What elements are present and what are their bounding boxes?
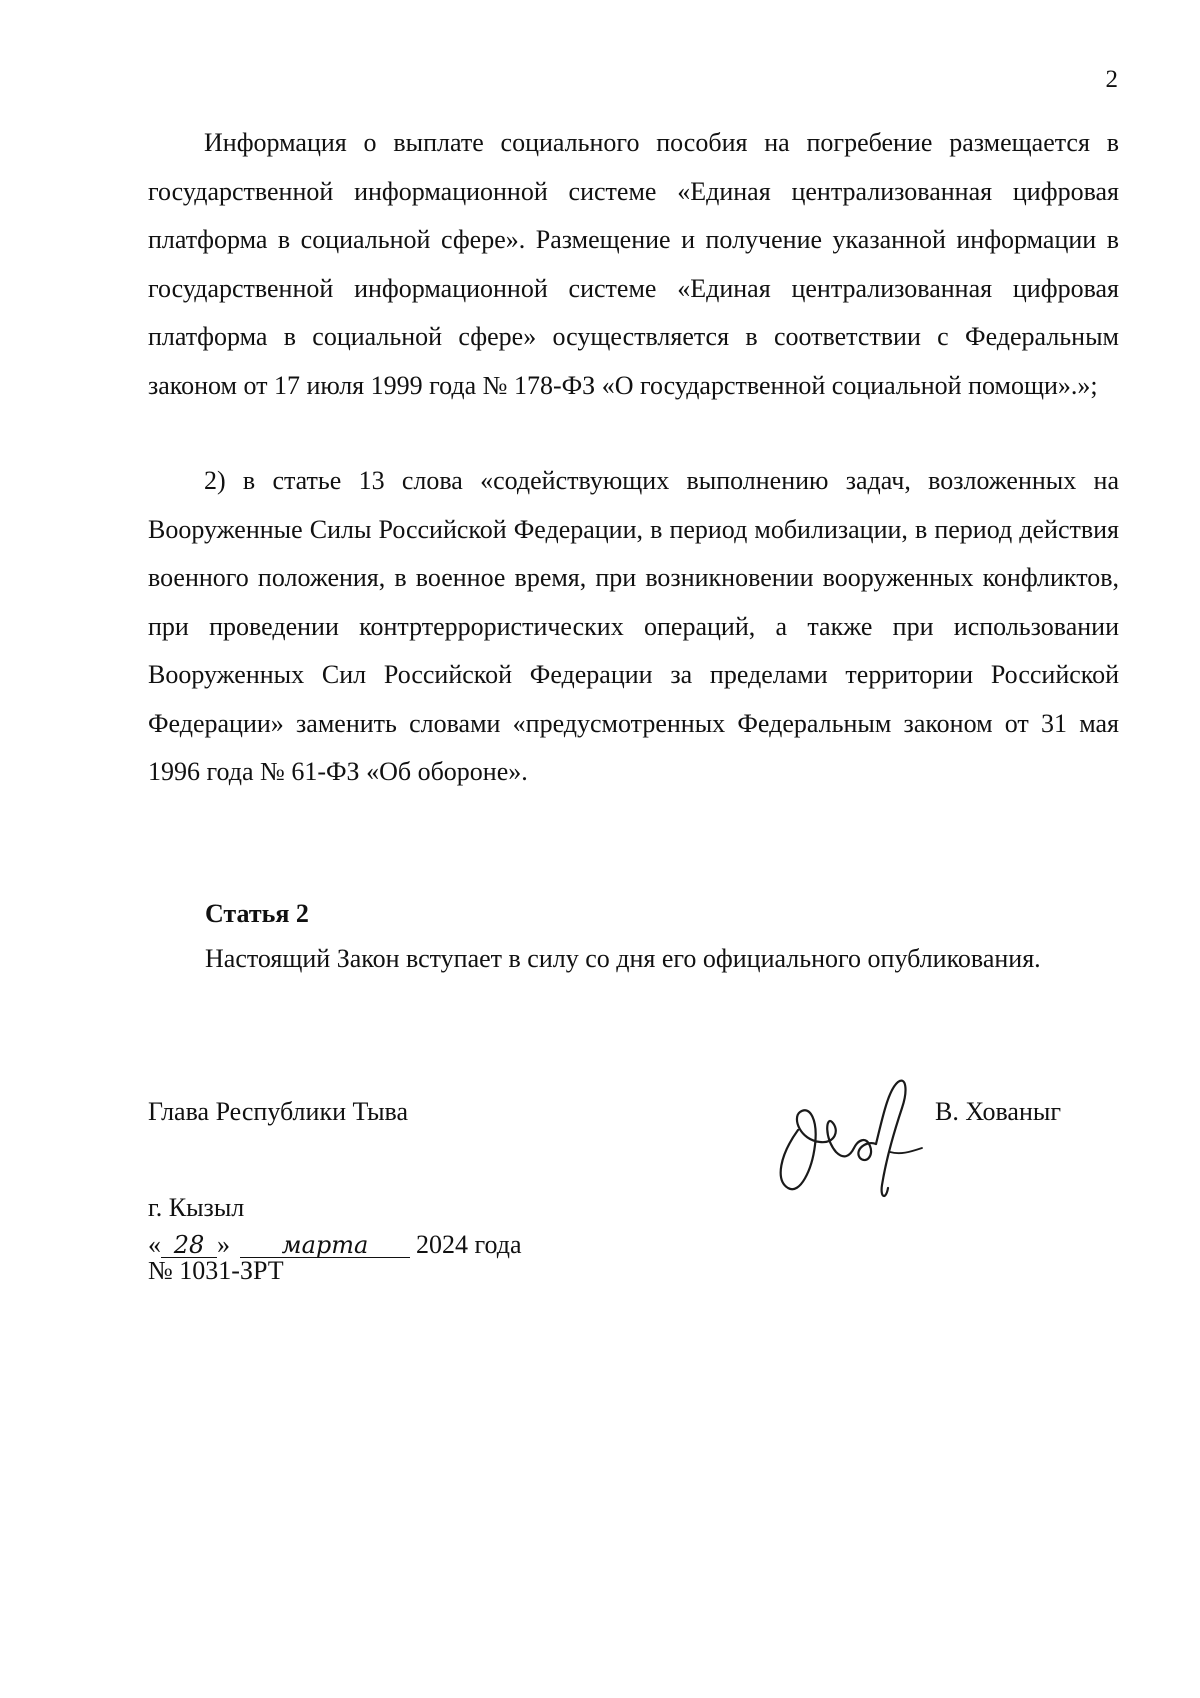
date-close-quote: » [217, 1230, 230, 1259]
signer-title: Глава Республики Тыва [148, 1097, 409, 1126]
date-year: 2024 года [416, 1230, 522, 1259]
place-of-signing: г. Кызыл [148, 1193, 245, 1222]
article-title: Статья 2 [205, 899, 309, 928]
date-open-quote: « [148, 1230, 161, 1259]
handwritten-signature [770, 1060, 940, 1210]
date-month-handwritten: марта [240, 1233, 410, 1258]
date-day-handwritten: 28 [161, 1233, 217, 1258]
signer-name: В. Хованыг [935, 1097, 1062, 1126]
paragraph: Информация о выплате социального пособия на погребение размещается в государственной информационной системе «Единая централизованная цифровая платформа в социальной сфере». Размещение и получение указанной информации в государственной информационной системе «Единая централизованная цифровая платформа в социальной сфере» осуществляется в соответствии с Федеральным законом от 17 июля 1999 года № 178-ФЗ «О государственной социальной помощи».»; [148, 128, 1119, 400]
law-number: № 1031-ЗРТ [148, 1256, 284, 1285]
article-text: Настоящий Закон вступает в силу со дня его официального опубликования. [205, 944, 1041, 973]
paragraph: 2) в статье 13 слова «содействующих выполнению задач, возложенных на Вооруженные Силы Российской Федерации, в период мобилизации, в период действия военного положения, в военное время, при возникновении вооруженных конфликтов, при проведении контртеррористических операций, а также при использовании Вооруженных Сил Российской Федерации за пределами территории Российской Федерации» заменить словами «предусмотренных Федеральным законом от 31 мая 1996 года № 61-ФЗ «Об обороне». [148, 466, 1119, 786]
paragraph-1-block [148, 119, 1119, 410]
paragraph-2-block [148, 457, 1119, 797]
page-number: 2 [1105, 66, 1118, 93]
